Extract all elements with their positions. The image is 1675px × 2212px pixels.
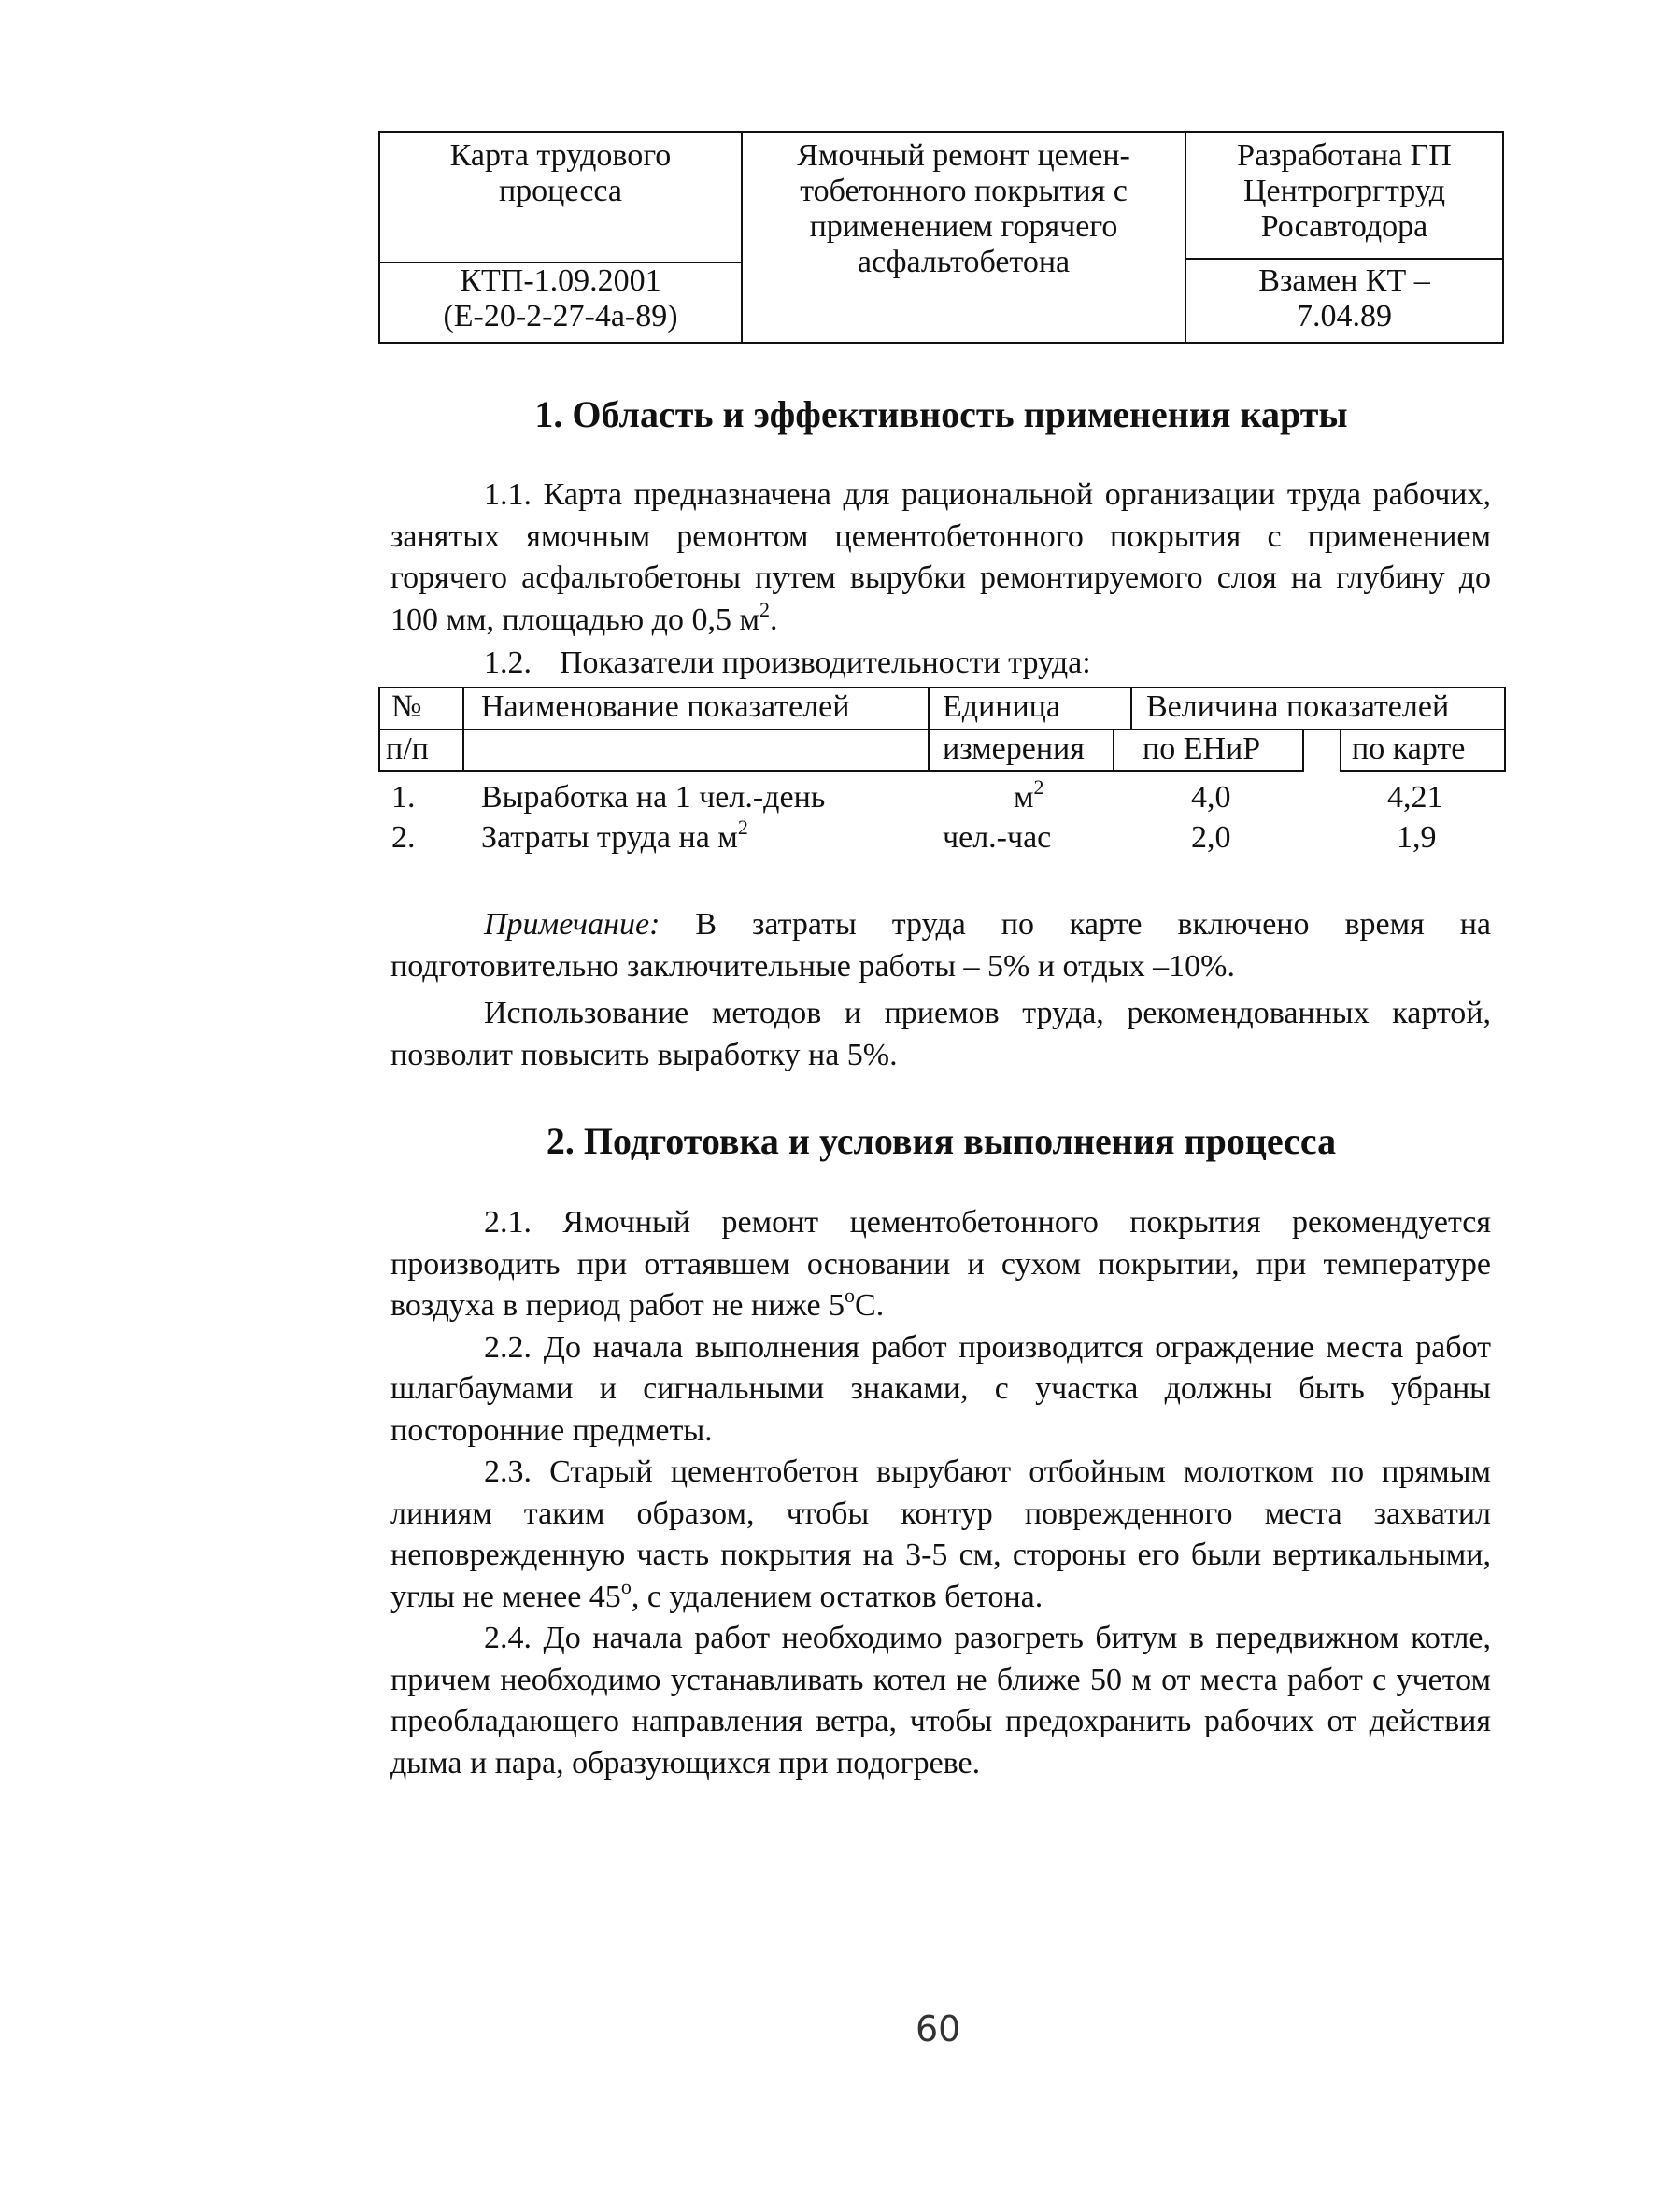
note-text-2: Использование методов и приемов труда, рекомендованных картой, позволит повысить выработку на 5%. bbox=[390, 996, 1491, 1072]
work-title-line: асфальтобетона bbox=[857, 245, 1071, 279]
paragraph-2-1: 2.1. Ямочный ремонт цементобетонного покрытия рекомендуется производить при оттаявшем основании и сухом покрытии, при температуре воздуха в период работ не ниже $5^оС$. bbox=[390, 1205, 1491, 1323]
section1-heading: 1. Область и эффективность применения карты bbox=[534, 393, 1348, 435]
row1-name: Выработка на 1 чел.-день bbox=[481, 780, 826, 815]
th-by-card: по карте bbox=[1352, 731, 1466, 766]
paragraph-2-4: 2.4. До начала работ необходимо разогреть битум в передвижном котле, причем необходимо устанавливать котел не ближе 50 м от места работ с учетом преобладающего направления ветра, чтобы предохранить рабочих от действия дыма и пара, образующихся при подогреве. bbox=[390, 1621, 1491, 1780]
row1-unit: $м^2$ bbox=[1014, 775, 1044, 815]
th-value: Величина показателей bbox=[1146, 689, 1450, 724]
work-title-line: тобетонного покрытия с bbox=[800, 174, 1128, 208]
replaces bbox=[1186, 258, 1502, 342]
developer-line: Разработана ГП bbox=[1237, 138, 1452, 173]
paragraph-2-2: 2.2. До начала выполнения работ производится ограждение места работ шлагбаумами и сигнальными знаками, с участка должны быть убраны посторонние предметы. bbox=[390, 1329, 1491, 1448]
developer-line: Росавтодора bbox=[1260, 209, 1428, 244]
page-number: 60 bbox=[916, 2008, 961, 2049]
p1-1-text: 1.1. Карта предназначена для рациональной организации труда рабочих, занятых ямочным ремонтом цементобетонного покрытия с применением горячего асфальтобетоны путем вырубки ремонтируемого слоя на глубину до 100 мм, площадью до 0,5 м bbox=[390, 477, 1491, 637]
card-title: Карта трудового процесса bbox=[449, 138, 672, 208]
row2-enir: 2,0 bbox=[1191, 820, 1231, 855]
th-name: Наименование показателей bbox=[481, 689, 850, 724]
section1-paragraph-1-1 bbox=[390, 475, 1491, 641]
row2-num: 2. bbox=[391, 820, 416, 855]
th-num: № bbox=[391, 689, 422, 724]
section2-body bbox=[390, 1202, 1491, 1784]
p1-2-num: 1.2. bbox=[484, 645, 532, 680]
header-table bbox=[378, 131, 1504, 344]
row2-unit: чел.-час bbox=[943, 820, 1052, 855]
developer bbox=[1186, 138, 1502, 260]
th-unit2: измерения bbox=[943, 731, 1085, 766]
row2-name: Затраты труда на $м^2$ bbox=[481, 815, 748, 855]
replaces-line: 7.04.89 bbox=[1297, 299, 1392, 333]
section2-heading: 2. Подготовка и условия выполнения процесса bbox=[546, 1120, 1337, 1162]
note-block bbox=[390, 904, 1491, 1076]
th-by-enir: по ЕНиР bbox=[1143, 731, 1261, 766]
th-num2: п/п bbox=[386, 731, 429, 766]
work-title-line: применением горячего bbox=[809, 209, 1118, 244]
replaces-line: Взамен КТ – bbox=[1258, 263, 1430, 298]
header-col-card bbox=[380, 133, 743, 342]
row1-card: 4,21 bbox=[1387, 780, 1443, 815]
work-title-line: Ямочный ремонт цемен- bbox=[797, 138, 1130, 173]
row2-card: 1,9 bbox=[1397, 820, 1437, 855]
paragraph-2-3: 2.3. Старый цементобетон вырубают отбойным молотком по прямым линиям таким образом, чтобы контур поврежденного места захватил неповрежденную часть покрытия на 3-5 см, стороны его были вертикальными, углы не менее $45^о$, с удалением остатков бетона. bbox=[390, 1454, 1491, 1614]
header-col-developer bbox=[1186, 133, 1502, 342]
note-label: Примечание: bbox=[484, 907, 660, 942]
row1-enir: 4,0 bbox=[1191, 780, 1231, 815]
row1-num: 1. bbox=[391, 780, 416, 815]
header-col-work bbox=[743, 133, 1186, 342]
section1-paragraph-1-2 bbox=[390, 643, 1491, 685]
developer-line: Центрогргтруд bbox=[1243, 174, 1445, 208]
p1-2-text: Показатели производительности труда: bbox=[560, 645, 1091, 680]
table-header-cell bbox=[462, 729, 930, 772]
p1-1-sup: 2 bbox=[759, 597, 770, 621]
th-unit: Единица bbox=[943, 689, 1060, 724]
p1-1-end: . bbox=[769, 602, 778, 637]
card-code: КТП-1.09.2001 (Е-20-2-27-4а-89) bbox=[380, 262, 741, 342]
note-text: В затраты труда по карте включено время на подготовительно заключительные работы – 5% и отдых –10%. bbox=[390, 907, 1491, 984]
